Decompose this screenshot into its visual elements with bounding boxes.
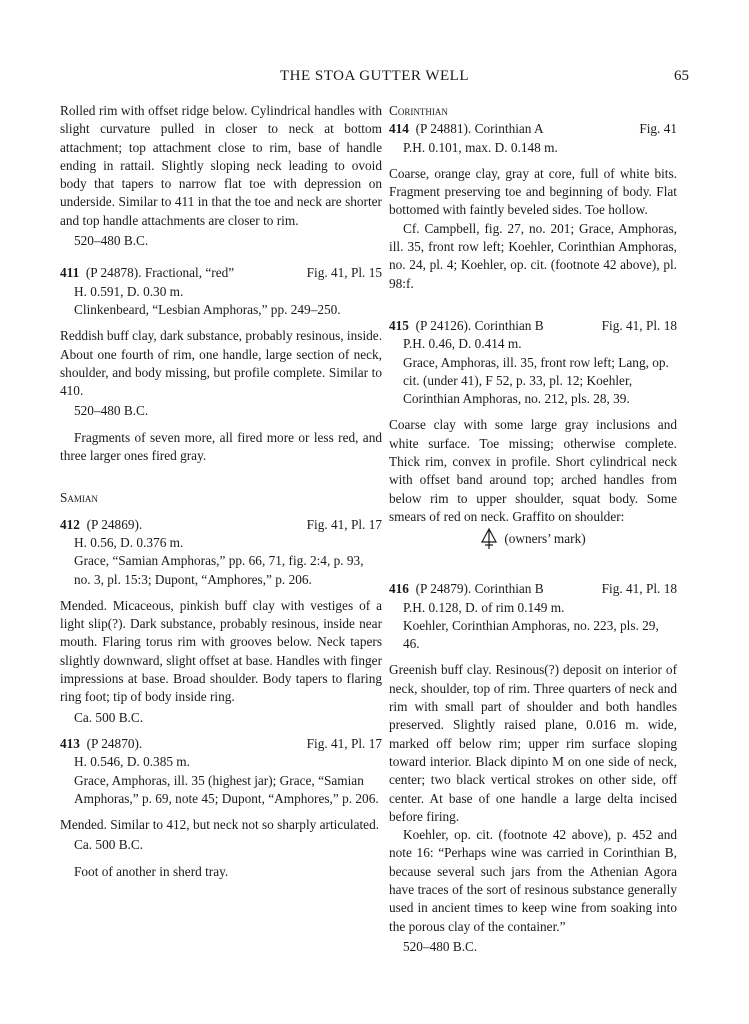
inventory: (P 24869).	[86, 516, 143, 532]
intro-date: 520–480 B.C.	[74, 233, 149, 249]
entry-number: 412	[60, 516, 80, 532]
graffito-caption: (owners’ mark)	[504, 531, 586, 547]
bibliography: Grace, “Samian Amphoras,” pp. 66, 71, fig. 2:4, p. 93, no. 3, pl. 15:3; Dupont, “Amphores,” p. 206.	[74, 553, 364, 587]
inventory: (P 24879). Corinthian B	[415, 581, 544, 597]
figure-ref: Fig. 41, Pl. 17	[306, 735, 382, 751]
figure-ref: Fig. 41, Pl. 15	[306, 265, 382, 281]
bibliography: Cf. Campbell, fig. 27, no. 201; Grace, Amphoras, ill. 35, front row left; Koehler, Corinthian Amphoras, no. 24, pl. 4; Koehler, op. cit. (footnote 42 above), pl. 98:f.	[389, 220, 677, 291]
entry-412-heading	[60, 516, 382, 534]
sherd-note: Foot of another in sherd tray.	[74, 863, 229, 879]
date: 520–480 B.C.	[403, 938, 478, 954]
dimensions: H. 0.591, D. 0.30 m.	[74, 283, 184, 299]
date: Ca. 500 B.C.	[74, 837, 144, 853]
inventory: (P 24881). Corinthian A	[415, 121, 544, 137]
figure-ref: Fig. 41, Pl. 18	[601, 317, 677, 333]
figure-ref: Fig. 41, Pl. 17	[306, 516, 382, 532]
section-label-samian: Samian	[60, 490, 98, 506]
description: Mended. Micaceous, pinkish buff clay with vestiges of a light slip(?). Dark substance, probably resinous, inside near mouth. Flaring torus rim with grooves below. Neck tapers slightly downward, slight offset at base. Handles with finger impressions at base. Broad shoulder. Body tapers to flaring ring foot; tip of body inside ring.	[60, 597, 382, 705]
figure-ref: Fig. 41	[639, 121, 677, 137]
bibliography: Grace, Amphoras, ill. 35, front row left; Lang, op. cit. (under 41), F 52, p. 33, pl. 12; Koehler, Corinthian Amphoras, no. 212, pls. 28, 39.	[403, 354, 669, 407]
intro-paragraph: Rolled rim with offset ridge below. Cylindrical handles with slight curvature pulled in closer to neck at bottom attachment; top attachment close to rim, base of handle ending in rattail. Slightly sloping neck leading to ovoid body that tapers to narrow flat toe with depression on underside. Similar to 411 in that the toe and neck are shorter and top handle attachments are closer to rim.	[60, 103, 382, 228]
description: Coarse, orange clay, gray at core, full of white bits. Fragment preserving toe and beginning of body. Flat bottomed with faintly beveled sides. Toe hollow.	[389, 165, 677, 218]
entry-number: 415	[389, 317, 409, 333]
bibliography: Grace, Amphoras, ill. 35 (highest jar); Grace, “Samian Amphoras,” p. 69, note 45; Dupont, “Amphores,” p. 206.	[74, 772, 379, 806]
description: Reddish buff clay, dark substance, probably resinous, inside. About one fourth of rim, one handle, large section of neck, shoulder, and body missing, but profile complete. Similar to 410.	[60, 328, 383, 399]
entry-number: 414	[389, 121, 409, 137]
dimensions: P.H. 0.128, D. of rim 0.149 m.	[403, 599, 565, 615]
figure-ref: Fig. 41, Pl. 18	[601, 581, 677, 597]
entry-415-heading	[389, 317, 677, 335]
left-column	[60, 102, 382, 881]
fragments-note: Fragments of seven more, all fired more or less red, and three larger ones fired gray.	[60, 429, 382, 464]
inventory: (P 24126). Corinthian B	[415, 317, 544, 333]
entry-414-heading	[389, 120, 677, 138]
dimensions: P.H. 0.46, D. 0.414 m.	[403, 336, 522, 352]
koehler-quote: Koehler, op. cit. (footnote 42 above), p. 452 and note 16: “Perhaps wine was carried in Corinthian B, because several such jars from the Athenian Agora have traces of the sort of resinous substance generally used in ancient times to keep wine from soaking into the porous clay of the container.”	[389, 827, 677, 934]
dimensions: H. 0.546, D. 0.385 m.	[74, 754, 190, 770]
date: Ca. 500 B.C.	[74, 709, 144, 725]
bibliography: Koehler, Corinthian Amphoras, no. 223, pls. 29, 46.	[403, 617, 659, 652]
page-number: 65	[674, 68, 689, 84]
entry-416-heading	[389, 580, 677, 598]
running-title: THE STOA GUTTER WELL	[279, 68, 469, 84]
section-label-corinthian: Corinthian	[389, 103, 448, 118]
page-header	[0, 68, 749, 90]
entry-411-heading	[60, 264, 382, 282]
description: Greenish buff clay. Resinous(?) deposit on interior of neck, shoulder, top of rim. Three quarters of neck and rim with small part of shoulder and both handles preserved. Slightly raised plane, 0.016 m. wide, marked off below rim; upper rim surface sloping toward interior. Black dipinto M on one side of neck, center; two black vertical strokes on other side, off center. At base of one handle a large delta incised before firing.	[389, 662, 677, 824]
entry-number: 411	[60, 265, 80, 281]
entry-number: 416	[389, 581, 409, 597]
entry-413-heading	[60, 735, 382, 753]
graffito-mark-icon	[480, 528, 498, 550]
bibliography: Clinkenbeard, “Lesbian Amphoras,” pp. 249–250.	[74, 301, 341, 317]
inventory: (P 24870).	[86, 735, 143, 751]
right-column	[389, 102, 677, 956]
dimensions: P.H. 0.101, max. D. 0.148 m.	[403, 139, 558, 155]
description: Mended. Similar to 412, but neck not so sharply articulated.	[60, 817, 380, 833]
entry-number: 413	[60, 735, 80, 751]
inventory: (P 24878). Fractional, “red”	[85, 265, 235, 281]
date: 520–480 B.C.	[74, 403, 149, 419]
graffito	[389, 528, 677, 550]
description: Coarse clay with some large gray inclusions and white surface. Toe missing; otherwise complete. Thick rim, convex in profile. Short cylindrical neck with offset band around top; arched handles from below rim to upper shoulder, squat body. Some smears of red on neck. Graffito on shoulder:	[389, 417, 677, 524]
dimensions: H. 0.56, D. 0.376 m.	[74, 534, 184, 550]
